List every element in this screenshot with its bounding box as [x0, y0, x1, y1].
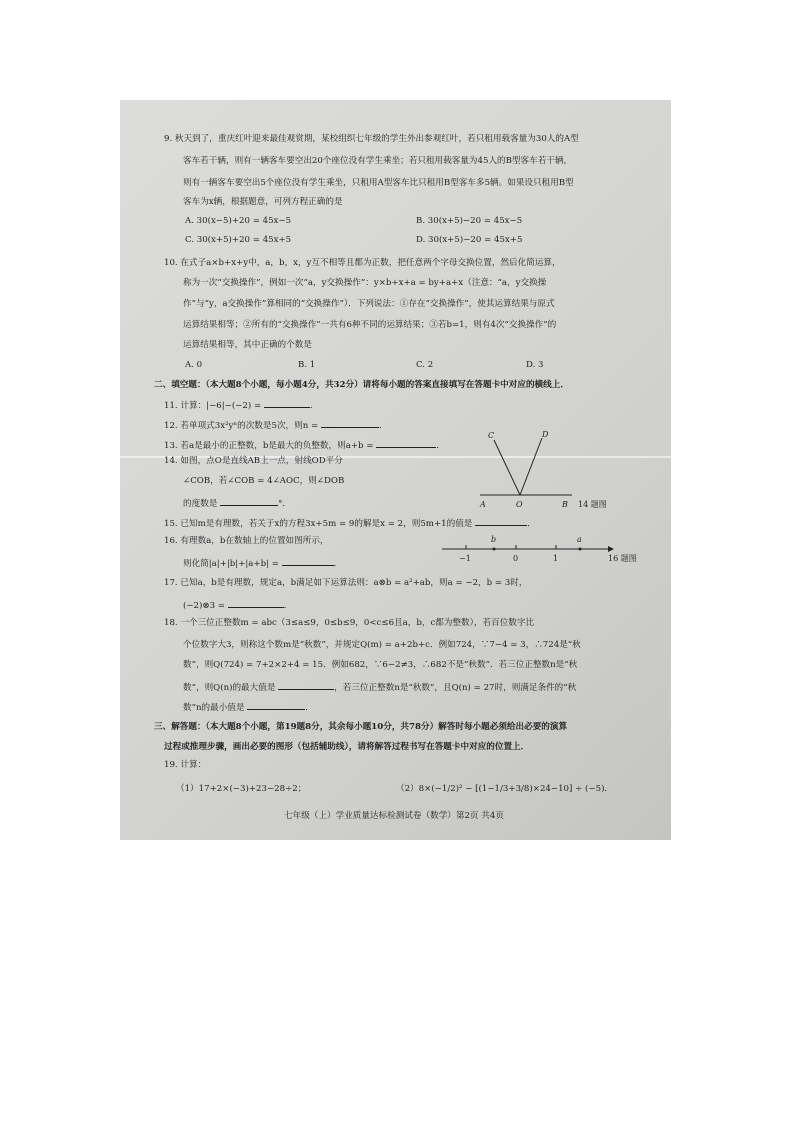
- q14-angle-figure: [476, 430, 656, 512]
- q16-line2: 则化简|a|+|b|+|a+b| = ．: [183, 556, 342, 570]
- q9-line4: 客车为x辆，根据题意，可列方程正确的是: [183, 197, 343, 207]
- q18-line4: [183, 680, 576, 694]
- q16-line1: 16. 有理数a，b在数轴上的位置如图所示，: [164, 536, 329, 546]
- q10-line4: 运算结果相等；②所有的“交换操作”一共有6种不同的运算结果；③若b=1，则有4次“交换操作”的: [183, 320, 557, 330]
- section3-heading-line1: 三、解答题：（本大题8个小题，第19题8分，其余每小题10分，共78分）解答时每小题必须给出必要的演算: [154, 722, 568, 732]
- q15-answer-blank: [475, 516, 527, 526]
- q18-line4-label-b: ，若三位正整数n是“秋数”，且Q(n) = 27时，则满足条件的“秋: [334, 683, 577, 693]
- fig16-caption: 16 题图: [608, 554, 637, 563]
- q13-text: 13. 若a是最小的正整数，b是最大的负整数，则a+b = ．: [164, 438, 445, 452]
- section3-heading-line2: 过程或推理步骤，画出必要的图形（包括辅助线），请将解答过程书写在答题卡中对应的位置上．: [164, 742, 530, 752]
- q13-answer-blank: [376, 438, 436, 448]
- q9-line2: 客车若干辆，则有一辆客车要空出20个座位没有学生乘坐；若只租用载客量为45人的B型客车若干辆，: [183, 156, 573, 166]
- q9-option-c: C. 30(x+5)+20 = 45x+5: [185, 235, 292, 245]
- q14-line3: 的度数是 °．: [183, 496, 291, 510]
- q9-line3: 则有一辆客车要空出5个座位没有学生乘坐，只租用A型客车比只租用B型客车多5辆。如果设只租用B型: [183, 178, 574, 188]
- q10-line5: 运算结果相等，其中正确的个数是: [183, 340, 312, 350]
- q19-part2: （2）8×(−1/2)² − [(1−1/3+3/8)×24−10] ÷ (−5)．: [396, 784, 614, 794]
- q11-text: 11. 计算：|−6|−(−2) = ．: [164, 398, 319, 412]
- tick-label-minus-1: −1: [459, 554, 471, 563]
- q14-degree-sign: °: [278, 499, 283, 509]
- label-d: D: [542, 430, 549, 439]
- page-footer: 七年级（上）学业质量达标检测试卷（数学）第2页 共4页: [284, 811, 504, 821]
- q10-option-c: C. 2: [416, 360, 434, 370]
- q17-line2-label: (−2)⊗3 =: [183, 601, 225, 611]
- q15-text: 15. 已知m是有理数，若关于x的方程3x+5m = 9的解是x = 2，则5m+1的值是 ．: [164, 516, 536, 530]
- q15-label: 15. 已知m是有理数，若关于x的方程3x+5m = 9的解是x = 2，则5m+1的值是: [164, 519, 473, 529]
- q18-line2: 个位数字大3，则称这个数m是“秋数”，并规定Q(m) = a+2b+c．例如724，∵7−4 = 3，∴724是“秋: [183, 640, 581, 650]
- q10-option-d: D. 3: [526, 360, 544, 370]
- label-c: C: [488, 431, 495, 440]
- q12-text: 12. 若单项式3x²yⁿ的次数是5次，则n = ．: [164, 418, 388, 432]
- q16-number-line-figure: [440, 532, 650, 572]
- section2-heading: 二、填空题：（本大题8个小题，每小题4分，共32分）请将每小题的答案直接填写在答题卡中对应的横线上．: [154, 380, 569, 390]
- q10-option-b: B. 1: [298, 360, 316, 370]
- q9-option-b: B. 30(x+5)−20 = 45x−5: [416, 216, 523, 226]
- q18-line4-label-a: 数”，则Q(n)的最大值是: [183, 683, 276, 693]
- point-a: [579, 548, 582, 551]
- q18-line5-label: 数”n的最小值是: [183, 703, 245, 713]
- ray-oc: [494, 440, 520, 495]
- q9-line1: 9. 秋天到了，重庆红叶迎来最佳观赏期，某校组织七年级的学生外出参观红叶，若只租用载客量为30人的A型: [164, 134, 579, 144]
- q10-line1: 10. 在式子a×b+x+y中，a，b，x，y互不相等且都为正数，把任意两个字母交换位置，然后化简运算，: [164, 258, 561, 268]
- q19-title: 19. 计算：: [164, 760, 207, 770]
- q17-line2: (−2)⊗3 = ．: [183, 598, 292, 612]
- label-b: b: [491, 535, 497, 544]
- q10-line3: 作”与“y，a交换操作”算相同的“交换操作”）．下列说法：①存在“交换操作”，使其运算结果与原式: [183, 299, 555, 309]
- q13-label: 13. 若a是最小的正整数，b是最大的负整数，则a+b =: [164, 441, 374, 451]
- q9-option-d: D. 30(x+5)−20 = 45x+5: [416, 235, 523, 245]
- q19-part1: （1）17+2×(−3)+23−28÷2；: [176, 784, 307, 794]
- number-line-arrow: [608, 546, 614, 552]
- q11-answer-blank: [264, 398, 310, 408]
- q10-line2: 称为一次“交换操作”，例如一次“a，y交换操作”：y×b+x+a = by+a+x（注意：“a，y交换操: [183, 278, 547, 288]
- q14-line1: 14. 如图，点O是直线AB上一点，射线OD平分: [164, 456, 343, 466]
- label-a: a: [577, 535, 582, 544]
- fig14-caption: 14 题图: [578, 500, 607, 509]
- q18-line3: 数”，则Q(724) = 7+2×2+4 = 15．例如682，∵6−2≠3，∴682不是“秋数”．若三位正整数n是“秋: [183, 660, 578, 670]
- scanned-exam-page: [120, 100, 671, 840]
- q14-answer-blank: [220, 496, 278, 506]
- point-b: [493, 548, 496, 551]
- label-b: B: [562, 500, 568, 509]
- q12-answer-blank: [321, 418, 379, 428]
- q9-option-a: A. 30(x−5)+20 = 45x−5: [185, 216, 292, 226]
- q16-answer-blank: [282, 556, 334, 566]
- ray-od: [520, 438, 542, 495]
- q18-answer-blank-2: [247, 700, 305, 710]
- q18-line1: 18. 一个三位正整数m = abc（3≤a≤9，0≤b≤9，0<c≤6且a，b，c都为整数），若百位数字比: [164, 618, 535, 628]
- q17-answer-blank: [228, 598, 284, 608]
- q10-option-a: A. 0: [185, 360, 203, 370]
- q14-line3-label: 的度数是: [183, 499, 218, 509]
- q14-line2: ∠COB，若∠COB = 4∠AOC，则∠DOB: [183, 476, 345, 486]
- tick-label-1: 1: [553, 554, 559, 563]
- q18-answer-blank-1: [278, 680, 334, 690]
- q18-line5: 数”n的最小值是 ．: [183, 700, 314, 714]
- label-a: A: [480, 500, 486, 509]
- q11-label: 11. 计算：|−6|−(−2) =: [164, 401, 262, 411]
- q12-label: 12. 若单项式3x²yⁿ的次数是5次，则n =: [164, 421, 319, 431]
- q16-line2-label: 则化简|a|+|b|+|a+b| =: [183, 559, 279, 569]
- q17-line1: 17. 已知a，b是有理数，规定a，b满足如下运算法则：a⊗b = a²+ab，则a = −2，b = 3时，: [164, 578, 528, 588]
- label-o: O: [516, 500, 523, 509]
- tick-label-0: 0: [513, 554, 519, 563]
